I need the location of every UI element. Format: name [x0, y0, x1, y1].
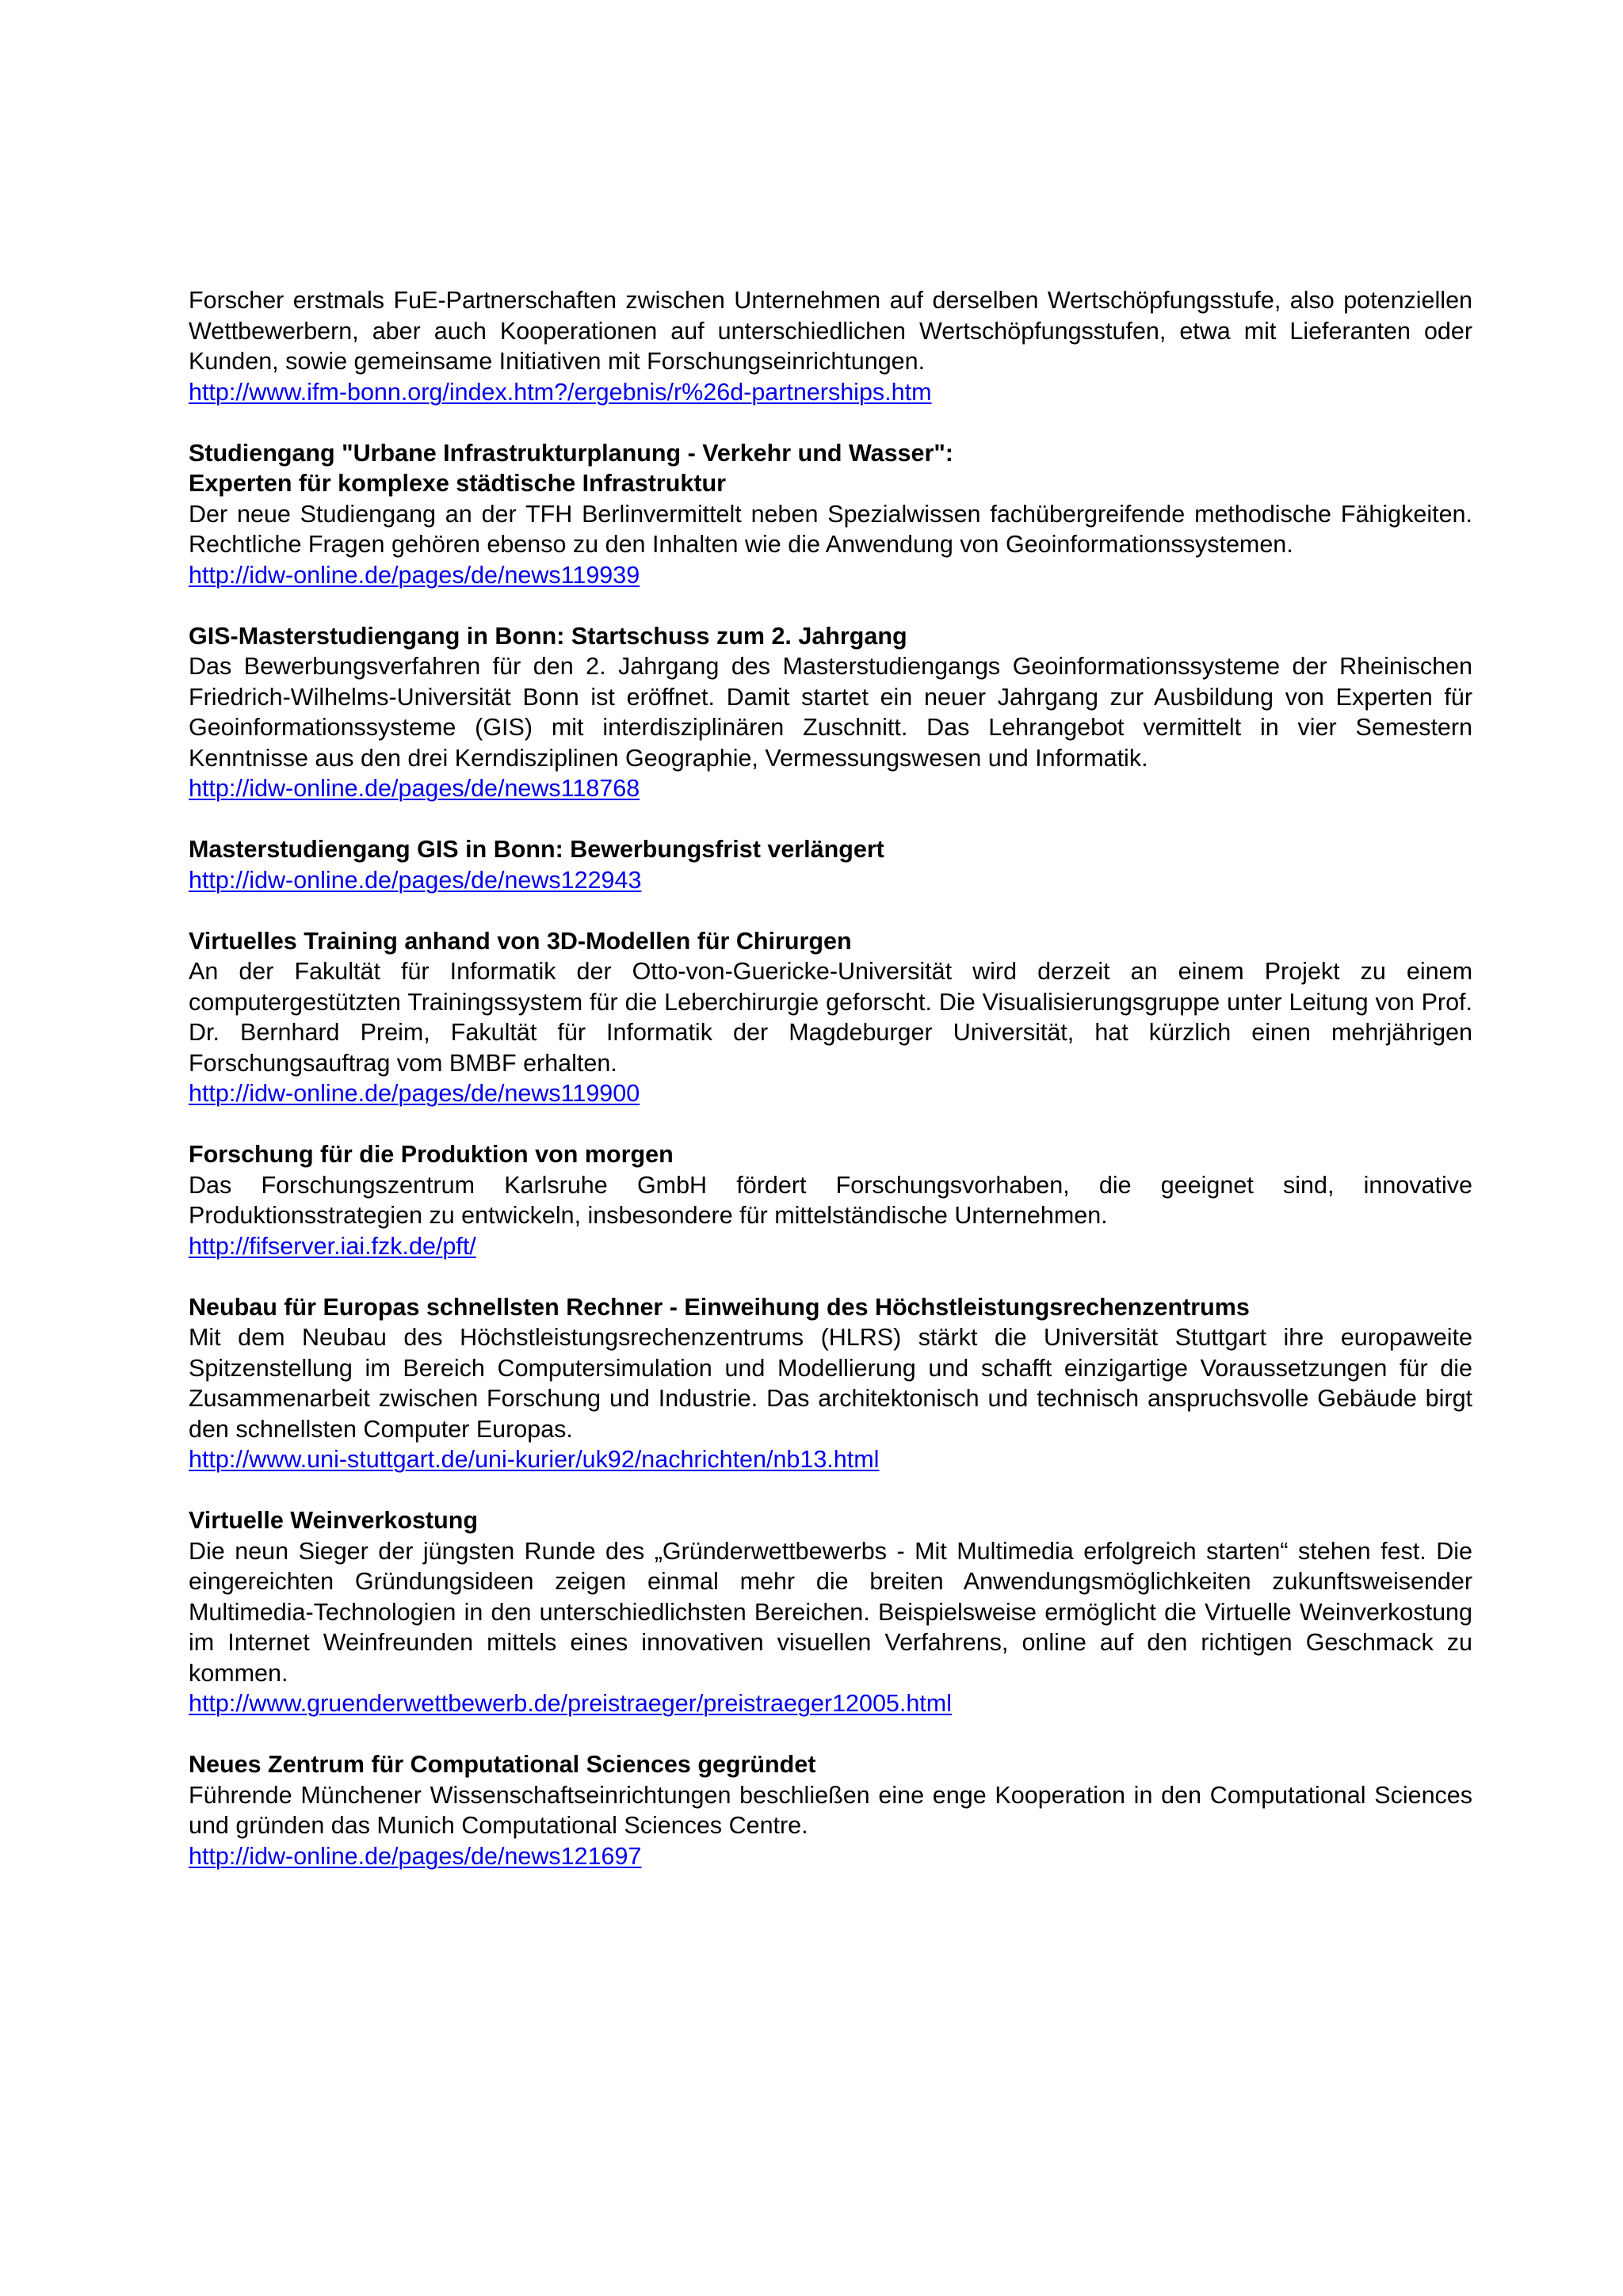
- news-item: [189, 926, 1472, 1109]
- news-item: [189, 1292, 1472, 1475]
- document-page: [189, 285, 1472, 1902]
- news-title: Neues Zentrum für Computational Sciences gegründet: [189, 1751, 816, 1778]
- news-subtitle: Experten für komplexe städtische Infrastruktur: [189, 470, 726, 497]
- news-text: Die neun Sieger der jüngsten Runde des „Gründerwettbewerbs - Mit Multimedia erfolgreich starten“ stehen fest. Die eingereichten Gründungsideen zeigen einmal mehr die breiten Anwendungsmöglichkeiten zukunftsweisender Multimedia-Technologien in den unterschiedlichsten Bereichen. Beispielsweise ermöglicht die Virtuelle Weinverkostung im Internet Weinfreunden mittels eines innovativen visuellen Verfahrens, online auf den richtigen Geschmack zu kommen.: [189, 1537, 1472, 1687]
- news-link[interactable]: http://www.gruenderwettbewerb.de/preistraeger/preistraeger12005.html: [189, 1690, 952, 1717]
- news-text: An der Fakultät für Informatik der Otto-von-Guericke-Universität wird derzeit an einem Projekt zu einem computergestützten Trainingssystem für die Leberchirurgie geforscht. Die Visualisierungsgruppe unter Leitung von Prof. Dr. Bernhard Preim, Fakultät für Informatik der Magdeburger Universität, hat kürzlich einen mehrjährigen Forschungsauftrag vom BMBF erhalten.: [189, 958, 1472, 1077]
- news-item: [189, 438, 1472, 591]
- news-link[interactable]: http://idw-online.de/pages/de/news118768: [189, 775, 640, 802]
- news-text: Das Forschungszentrum Karlsruhe GmbH fördert Forschungsvorhaben, die geeignet sind, innovative Produktionsstrategien zu entwickeln, insbesondere für mittelständische Unternehmen.: [189, 1171, 1472, 1229]
- news-link[interactable]: http://www.uni-stuttgart.de/uni-kurier/uk92/nachrichten/nb13.html: [189, 1446, 880, 1473]
- news-title: Masterstudiengang GIS in Bonn: Bewerbungsfrist verlängert: [189, 836, 884, 863]
- news-title: Studiengang "Urbane Infrastrukturplanung - Verkehr und Wasser":: [189, 439, 953, 467]
- intro-section: [189, 285, 1472, 407]
- news-link[interactable]: http://idw-online.de/pages/de/news119900: [189, 1080, 640, 1107]
- intro-link[interactable]: http://www.ifm-bonn.org/index.htm?/ergebnis/r%26d-partnerships.htm: [189, 378, 932, 406]
- news-title: Virtuelle Weinverkostung: [189, 1507, 478, 1534]
- news-item: [189, 621, 1472, 804]
- news-text: Das Bewerbungsverfahren für den 2. Jahrgang des Masterstudiengangs Geoinformationssysteme der Rheinischen Friedrich-Wilhelms-Universität Bonn ist eröffnet. Damit startet ein neuer Jahrgang zur Ausbildung von Experten für Geoinformationssysteme (GIS) mit interdisziplinären Zuschnitt. Das Lehrangebot vermittelt in vier Semestern Kenntnisse aus den drei Kerndisziplinen Geographie, Vermessungswesen und Informatik.: [189, 653, 1472, 772]
- news-text: Mit dem Neubau des Höchstleistungsrechenzentrums (HLRS) stärkt die Universität Stuttgart ihre europaweite Spitzenstellung im Bereich Computersimulation und Modellierung und schafft einzigartige Voraussetzungen für die Zusammenarbeit zwischen Forschung und Industrie. Das architektonisch und technisch anspruchsvolle Gebäude birgt den schnellsten Computer Europas.: [189, 1324, 1472, 1443]
- intro-paragraph: Forscher erstmals FuE-Partnerschaften zwischen Unternehmen auf derselben Wertschöpfungsstufe, also potenziellen Wettbewerbern, aber auch Kooperationen auf unterschiedlichen Wertschöpfungsstufen, etwa mit Lieferanten oder Kunden, sowie gemeinsame Initiativen mit Forschungseinrichtungen.: [189, 287, 1472, 375]
- news-link[interactable]: http://idw-online.de/pages/de/news121697: [189, 1842, 642, 1870]
- news-text: Der neue Studiengang an der TFH Berlinvermittelt neben Spezialwissen fachübergreifende methodische Fähigkeiten. Rechtliche Fragen gehören ebenso zu den Inhalten wie die Anwendung von Geoinformationssystemen.: [189, 500, 1472, 558]
- news-item: [189, 1139, 1472, 1261]
- news-item: [189, 1505, 1472, 1719]
- news-link[interactable]: http://fifserver.iai.fzk.de/pft/: [189, 1232, 476, 1260]
- news-title: Neubau für Europas schnellsten Rechner - Einweihung des Höchstleistungsrechenzentrums: [189, 1293, 1250, 1321]
- news-title: GIS-Masterstudiengang in Bonn: Startschuss zum 2. Jahrgang: [189, 622, 907, 650]
- news-link[interactable]: http://idw-online.de/pages/de/news119939: [189, 561, 640, 589]
- news-title: Virtuelles Training anhand von 3D-Modellen für Chirurgen: [189, 927, 852, 955]
- news-item: [189, 1749, 1472, 1871]
- news-text: Führende Münchener Wissenschaftseinrichtungen beschließen eine enge Kooperation in den Computational Sciences und gründen das Munich Computational Sciences Centre.: [189, 1781, 1472, 1839]
- news-title: Forschung für die Produktion von morgen: [189, 1141, 674, 1168]
- news-link[interactable]: http://idw-online.de/pages/de/news122943: [189, 866, 642, 894]
- news-item: [189, 834, 1472, 895]
